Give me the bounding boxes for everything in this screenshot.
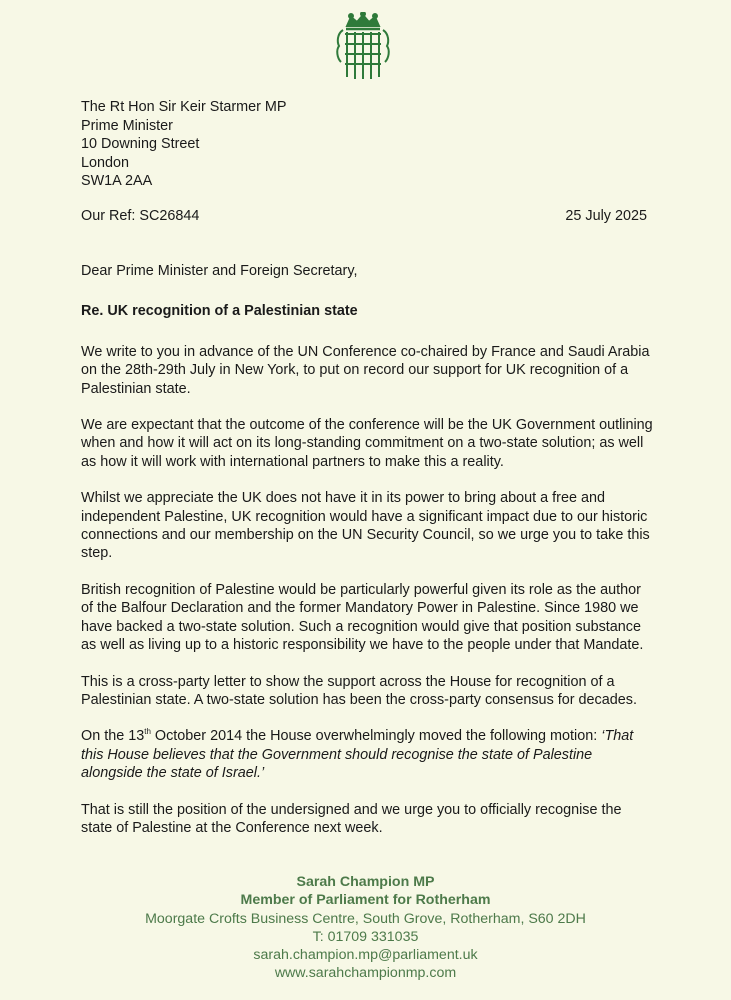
reference-line — [81, 208, 647, 224]
paragraph-4: British recognition of Palestine would be particularly powerful given its role as the author of the Balfour Declaration and the former Mandatory Power in Palestine. Since 1980 we have backed a two-state solution. Such a recognition would give that position substance as well as living up to a historic responsibility we have to the people under that Mandate. — [81, 581, 644, 654]
letter-body — [81, 262, 653, 855]
office-website: www.sarahchampionmp.com — [274, 965, 457, 982]
recipient-city: London — [81, 154, 130, 171]
recipient-name: The Rt Hon Sir Keir Starmer MP — [81, 99, 287, 115]
paragraph-2: We are expectant that the outcome of the conference will be the UK Government outlining when and how it will act on its long-standing commitment on a two-state solution; as well as how it will work with international partners to make this a reality. — [81, 417, 653, 470]
motion-quote: ‘That this House believes that the Government should recognise the state of Palestine alongside the state of Israel.’ — [81, 728, 634, 782]
office-phone: T: 01709 331035 — [312, 928, 419, 945]
paragraph-7: That is still the position of the undersigned and we urge you to officially recognise the state of Palestine at the Conference next week. — [81, 801, 622, 836]
paragraph-5: This is a cross-party letter to show the support across the House for recognition of a Palestinian state. A two-state solution has been the cross-party consensus for decades. — [81, 673, 637, 708]
reference-number: Our Ref: SC26844 — [81, 208, 200, 224]
office-email: sarah.champion.mp@parliament.uk — [253, 947, 478, 964]
recipient-title: Prime Minister — [81, 117, 173, 134]
recipient-address — [81, 98, 287, 191]
office-address: Moorgate Crofts Business Centre, South Grove, Rotherham, S60 2DH — [145, 910, 586, 927]
recipient-street: 10 Downing Street — [81, 136, 200, 152]
paragraph-1: We write to you in advance of the UN Conference co-chaired by France and Saudi Arabia on the 28th-29th July in New York, to put on record our support for UK recognition of a Palestinian state. — [81, 343, 650, 397]
recipient-postcode: SW1A 2AA — [81, 173, 153, 189]
subject-line: Re. UK recognition of a Palestinian state — [81, 303, 358, 320]
signature-block — [0, 873, 731, 983]
motion-date-prefix: On the 13 — [81, 728, 145, 745]
signatory-role: Member of Parliament for Rotherham — [240, 892, 491, 909]
portcullis-icon — [333, 12, 393, 80]
letter-date: 25 July 2025 — [565, 208, 647, 224]
salutation: Dear Prime Minister and Foreign Secretary, — [81, 263, 358, 279]
ordinal-suffix: th — [144, 727, 151, 737]
motion-intro: October 2014 the House overwhelmingly moved the following motion: — [150, 728, 602, 745]
paragraph-3: Whilst we appreciate the UK does not have it in its power to bring about a free and independent Palestine, UK recognition would have a significant impact due to our historic connections and our membership on the UN Security Council, so we urge you to take this step. — [81, 490, 650, 562]
paragraph-6 — [81, 727, 653, 782]
signatory-name: Sarah Champion MP — [296, 874, 435, 890]
